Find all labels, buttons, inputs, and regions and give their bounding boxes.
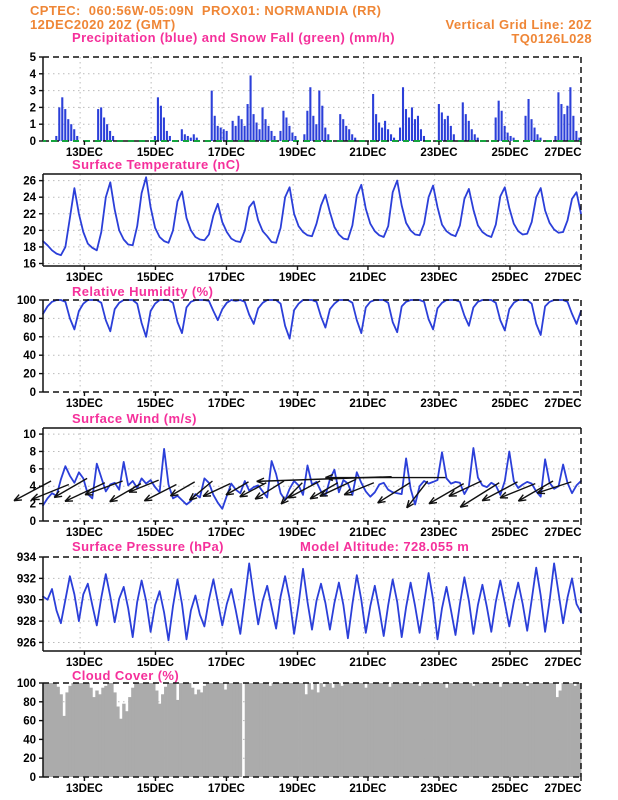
- svg-text:15DEC: 15DEC: [136, 398, 174, 410]
- svg-text:100: 100: [16, 678, 36, 690]
- svg-text:926: 926: [16, 637, 36, 650]
- svg-text:19DEC: 19DEC: [278, 657, 317, 669]
- header-station-line: CPTEC: 060:56W-05:09N PROX01: NORMANDIA (RR): [30, 3, 382, 18]
- svg-text:60: 60: [23, 715, 36, 728]
- svg-text:19DEC: 19DEC: [278, 783, 317, 795]
- svg-text:17DEC: 17DEC: [207, 272, 245, 284]
- svg-text:60: 60: [23, 331, 36, 344]
- svg-text:2: 2: [29, 498, 36, 511]
- svg-text:22: 22: [23, 208, 36, 221]
- panel-title-wind: Surface Wind (m/s): [72, 411, 197, 426]
- panel-title-precipitation: Precipitation (blue) and Snow Fall (green) (mm/h): [72, 30, 395, 45]
- svg-text:27DEC: 27DEC: [544, 398, 582, 410]
- svg-text:27DEC: 27DEC: [544, 657, 582, 669]
- svg-text:40: 40: [23, 734, 36, 747]
- svg-text:17DEC: 17DEC: [207, 657, 245, 669]
- svg-text:24: 24: [23, 192, 36, 205]
- svg-text:15DEC: 15DEC: [136, 783, 174, 795]
- svg-text:19DEC: 19DEC: [278, 147, 317, 159]
- svg-text:13DEC: 13DEC: [65, 272, 103, 284]
- model-altitude-label: Model Altitude: 728.055 m: [300, 539, 470, 554]
- svg-text:3: 3: [29, 85, 36, 98]
- panel-title-cloud-cover: Cloud Cover (%): [72, 668, 180, 683]
- svg-text:19DEC: 19DEC: [278, 272, 317, 284]
- svg-text:80: 80: [23, 313, 36, 326]
- svg-text:25DEC: 25DEC: [491, 783, 529, 795]
- svg-text:100: 100: [16, 295, 36, 307]
- svg-text:21DEC: 21DEC: [349, 272, 387, 284]
- cloud-cover-plot: [0, 673, 618, 799]
- svg-text:15DEC: 15DEC: [136, 657, 174, 669]
- svg-text:80: 80: [23, 696, 36, 709]
- panel-title-pressure: Surface Pressure (hPa): [72, 539, 224, 554]
- svg-text:4: 4: [29, 481, 36, 494]
- svg-text:930: 930: [16, 594, 36, 607]
- header-model-tag: TQ0126L028: [511, 31, 592, 46]
- svg-text:6: 6: [29, 463, 36, 476]
- svg-text:23DEC: 23DEC: [420, 147, 458, 159]
- svg-text:23DEC: 23DEC: [420, 272, 458, 284]
- svg-text:10: 10: [23, 429, 36, 442]
- svg-text:18: 18: [23, 241, 36, 254]
- svg-text:17DEC: 17DEC: [207, 783, 245, 795]
- wind-plot: [0, 418, 618, 543]
- pressure-plot: [0, 547, 618, 673]
- panel-title-temperature: Surface Temperature (nC): [72, 157, 241, 172]
- svg-text:13DEC: 13DEC: [65, 398, 103, 410]
- svg-text:21DEC: 21DEC: [349, 398, 387, 410]
- header-run-line: 12DEC2020 20Z (GMT): [30, 17, 176, 32]
- svg-text:5: 5: [29, 52, 36, 64]
- svg-text:19DEC: 19DEC: [278, 398, 317, 410]
- svg-text:26: 26: [23, 175, 36, 188]
- temperature-plot: [0, 164, 618, 288]
- svg-text:932: 932: [16, 573, 36, 586]
- svg-text:21DEC: 21DEC: [349, 657, 387, 669]
- svg-text:13DEC: 13DEC: [65, 147, 103, 159]
- svg-text:20: 20: [23, 753, 36, 766]
- svg-text:20: 20: [23, 368, 36, 381]
- svg-text:15DEC: 15DEC: [136, 527, 174, 539]
- svg-text:25DEC: 25DEC: [491, 657, 529, 669]
- svg-text:23DEC: 23DEC: [420, 398, 458, 410]
- humidity-plot: [0, 290, 618, 414]
- svg-text:934: 934: [16, 552, 36, 564]
- svg-text:40: 40: [23, 350, 36, 363]
- svg-text:19DEC: 19DEC: [278, 527, 317, 539]
- svg-text:27DEC: 27DEC: [544, 783, 582, 795]
- svg-text:17DEC: 17DEC: [207, 527, 245, 539]
- svg-text:0: 0: [29, 387, 36, 399]
- svg-text:17DEC: 17DEC: [207, 147, 245, 159]
- svg-text:15DEC: 15DEC: [136, 272, 174, 284]
- svg-text:23DEC: 23DEC: [420, 657, 458, 669]
- svg-text:15DEC: 15DEC: [136, 147, 174, 159]
- svg-text:25DEC: 25DEC: [491, 398, 529, 410]
- svg-text:23DEC: 23DEC: [420, 783, 458, 795]
- svg-text:0: 0: [29, 136, 36, 148]
- svg-text:4: 4: [29, 68, 36, 81]
- svg-text:21DEC: 21DEC: [349, 783, 387, 795]
- svg-text:8: 8: [29, 446, 36, 459]
- svg-text:0: 0: [29, 772, 36, 784]
- panel-title-humidity: Relative Humidity (%): [72, 284, 214, 299]
- svg-text:2: 2: [29, 102, 36, 115]
- svg-text:21DEC: 21DEC: [349, 147, 387, 159]
- svg-text:25DEC: 25DEC: [491, 147, 529, 159]
- svg-text:23DEC: 23DEC: [420, 527, 458, 539]
- svg-text:27DEC: 27DEC: [544, 272, 582, 284]
- svg-text:928: 928: [16, 616, 36, 629]
- svg-text:0: 0: [29, 516, 36, 528]
- svg-text:1: 1: [29, 119, 36, 132]
- svg-text:13DEC: 13DEC: [65, 783, 103, 795]
- svg-text:17DEC: 17DEC: [207, 398, 245, 410]
- svg-text:20: 20: [23, 225, 36, 238]
- svg-text:21DEC: 21DEC: [349, 527, 387, 539]
- svg-text:25DEC: 25DEC: [491, 272, 529, 284]
- header-grid-line-note: Vertical Grid Line: 20Z: [445, 17, 592, 32]
- svg-text:27DEC: 27DEC: [544, 527, 582, 539]
- svg-text:16: 16: [23, 258, 36, 271]
- svg-text:13DEC: 13DEC: [65, 657, 103, 669]
- svg-text:27DEC: 27DEC: [544, 147, 582, 159]
- precipitation-plot: [0, 47, 618, 163]
- svg-text:25DEC: 25DEC: [491, 527, 529, 539]
- svg-text:13DEC: 13DEC: [65, 527, 103, 539]
